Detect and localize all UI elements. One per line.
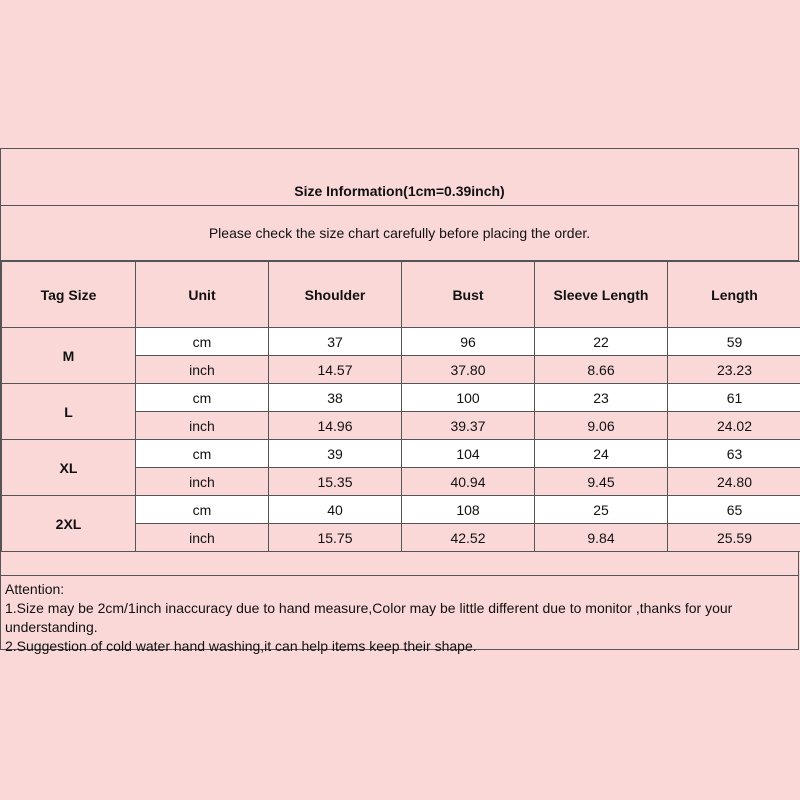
header-tag-size: Tag Size	[2, 262, 136, 328]
measurement-cell: 42.52	[402, 524, 535, 552]
size-table	[1, 261, 800, 552]
measurement-cell: 108	[402, 496, 535, 524]
measurement-cell: 37.80	[402, 356, 535, 384]
measurement-cell: 39.37	[402, 412, 535, 440]
measurement-cell: 61	[668, 384, 800, 412]
measurement-cell: 40	[269, 496, 402, 524]
table-header-row	[2, 262, 800, 328]
measurement-cell: 24	[535, 440, 668, 468]
measurement-cell: 25	[535, 496, 668, 524]
notes-heading: Attention:	[5, 581, 65, 597]
table-row	[2, 496, 800, 524]
header-unit: Unit	[136, 262, 269, 328]
measurement-cell: 65	[668, 496, 800, 524]
header-sleeve-length: Sleeve Length	[535, 262, 668, 328]
measurement-cell: 100	[402, 384, 535, 412]
measurement-cell: 104	[402, 440, 535, 468]
size-chart	[0, 148, 799, 654]
unit-cell: inch	[136, 356, 269, 384]
unit-cell: inch	[136, 468, 269, 496]
unit-cell: inch	[136, 524, 269, 552]
unit-cell: cm	[136, 440, 269, 468]
table-row	[2, 440, 800, 468]
notes-line-1: 1.Size may be 2cm/1inch inaccuracy due to hand measure,Color may be little different due to monitor ,thanks for your understanding.	[5, 600, 733, 635]
measurement-cell: 38	[269, 384, 402, 412]
header-bust: Bust	[402, 262, 535, 328]
unit-cell: inch	[136, 412, 269, 440]
tag-size-cell: M	[2, 328, 136, 384]
measurement-cell: 37	[269, 328, 402, 356]
measurement-cell: 15.75	[269, 524, 402, 552]
measurement-cell: 63	[668, 440, 800, 468]
tag-size-cell: XL	[2, 440, 136, 496]
measurement-cell: 40.94	[402, 468, 535, 496]
measurement-cell: 14.96	[269, 412, 402, 440]
tag-size-cell: L	[2, 384, 136, 440]
unit-cell: cm	[136, 384, 269, 412]
page-title: Size Information(1cm=0.39inch)	[1, 149, 798, 206]
header-shoulder: Shoulder	[269, 262, 402, 328]
table-row	[2, 384, 800, 412]
measurement-cell: 15.35	[269, 468, 402, 496]
notes-line-2: 2.Suggestion of cold water hand washing,it can help items keep their shape.	[5, 638, 477, 654]
measurement-cell: 24.80	[668, 468, 800, 496]
measurement-cell: 39	[269, 440, 402, 468]
unit-cell: cm	[136, 496, 269, 524]
measurement-cell: 25.59	[668, 524, 800, 552]
measurement-cell: 8.66	[535, 356, 668, 384]
measurement-cell: 9.06	[535, 412, 668, 440]
page-subtitle: Please check the size chart carefully before placing the order.	[1, 206, 798, 261]
header-length: Length	[668, 262, 800, 328]
attention-notes	[1, 575, 798, 656]
measurement-cell: 23.23	[668, 356, 800, 384]
measurement-cell: 59	[668, 328, 800, 356]
tag-size-cell: 2XL	[2, 496, 136, 552]
measurement-cell: 22	[535, 328, 668, 356]
measurement-cell: 14.57	[269, 356, 402, 384]
unit-cell: cm	[136, 328, 269, 356]
table-row	[2, 328, 800, 356]
measurement-cell: 23	[535, 384, 668, 412]
measurement-cell: 24.02	[668, 412, 800, 440]
measurement-cell: 9.84	[535, 524, 668, 552]
measurement-cell: 96	[402, 328, 535, 356]
measurement-cell: 9.45	[535, 468, 668, 496]
